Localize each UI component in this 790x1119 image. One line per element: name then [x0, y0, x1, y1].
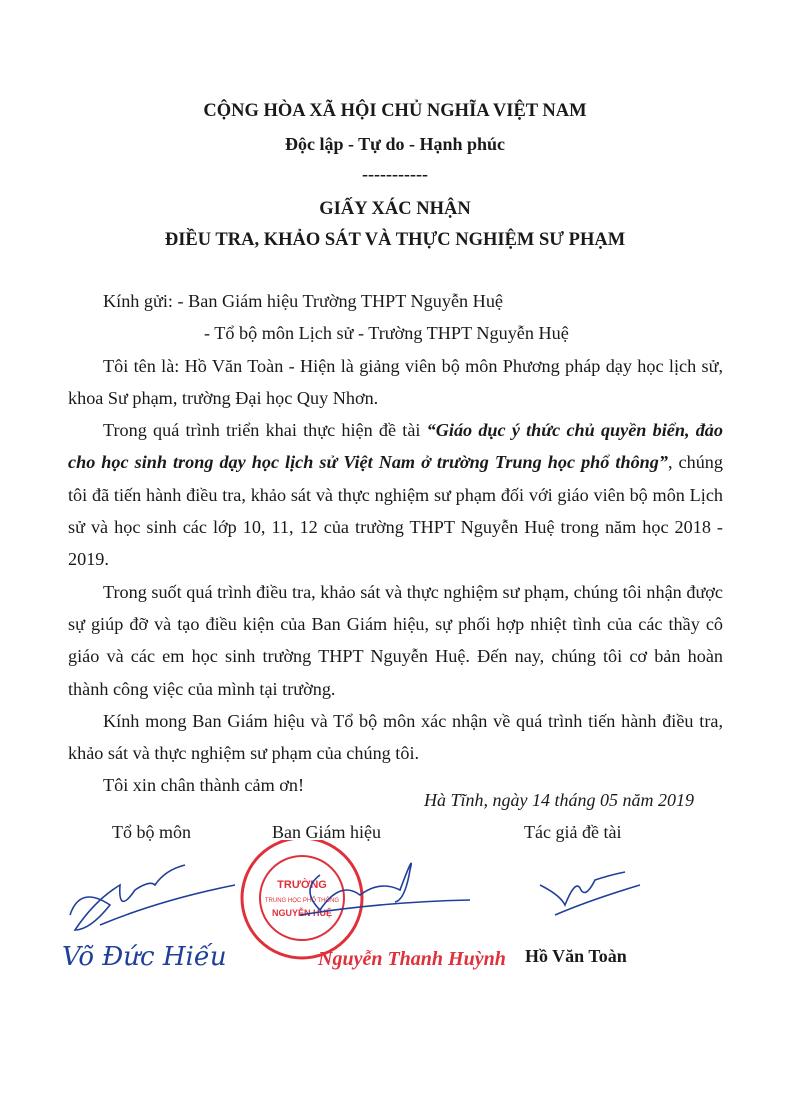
recipient-1: Kính gửi: - Ban Giám hiệu Trường THPT Nguyễn Huệ: [103, 291, 503, 311]
paragraph-intro: Tôi tên là: Hồ Văn Toàn - Hiện là giảng viên bộ môn Phương pháp dạy học lịch sử, khoa Sư phạm, trường Đại học Quy Nhơn.: [68, 355, 723, 408]
date-line: Hà Tĩnh, ngày 14 tháng 05 năm 2019: [424, 790, 694, 810]
author-signer-name: Hồ Văn Toàn: [525, 946, 627, 966]
dept-label: Tổ bộ môn: [112, 822, 191, 842]
recipient-2: - Tổ bộ môn Lịch sử - Trường THPT Nguyễn Huệ: [204, 323, 569, 344]
author-label: Tác giả đề tài: [524, 822, 622, 842]
stamp-l3: NGUYỄN HUỆ: [271, 908, 333, 918]
dept-signature-icon: [70, 865, 235, 930]
nation-heading: CỘNG HÒA XÃ HỘI CHỦ NGHĨA VIỆT NAM: [203, 101, 587, 121]
document-body: [68, 285, 723, 802]
topic-title: “Giáo dục ý thức chủ quyền biển, đảo cho học sinh trong dạy học lịch sử Việt Nam ở trường Trung học phổ thông”: [68, 420, 723, 473]
topic-lead: Trong quá trình triển khai thực hiện đề tài: [103, 420, 427, 441]
stamp-l1: TRƯỜNG: [277, 879, 327, 891]
signatures-graphics: [0, 840, 790, 1000]
stamp-l2: TRUNG HỌC PHỔ THÔNG: [264, 898, 340, 904]
board-label: Ban Giám hiệu: [272, 822, 381, 842]
paragraph-closing: Tôi xin chân thành cảm ơn!: [103, 775, 305, 796]
motto: Độc lập - Tự do - Hạnh phúc: [284, 134, 506, 154]
paragraph-topic: [68, 414, 723, 575]
stamp-icon: [242, 840, 362, 958]
divider: -----------: [362, 164, 428, 184]
topic-rest: , chúng tôi đã tiến hành điều tra, khảo sát và thực nghiệm sư phạm đối với giáo viên bộ môn Lịch sử và học sinh các lớp 10, 11, 12 của trường THPT Nguyễn Huệ trong năm học 2018 - 2019.: [68, 452, 723, 570]
dept-signer-name: Võ Đức Hiếu: [62, 942, 227, 972]
document-title: GIẤY XÁC NHẬN: [319, 199, 471, 219]
paragraph-request: Kính mong Ban Giám hiệu và Tổ bộ môn xác nhận về quá trình tiến hành điều tra, khảo sát và thực nghiệm sư phạm của chúng tôi.: [68, 710, 723, 764]
document-subtitle: ĐIỀU TRA, KHẢO SÁT VÀ THỰC NGHIỆM SƯ PHẠM: [164, 230, 626, 250]
board-signer-name: Nguyễn Thanh Huỳnh: [318, 948, 506, 970]
author-signature-icon: [540, 872, 640, 915]
paragraph-thanks: Trong suốt quá trình điều tra, khảo sát và thực nghiệm sư phạm, chúng tôi nhận được sự giúp đỡ và tạo điều kiện của Ban Giám hiệu, sự phối hợp nhiệt tình của các thầy cô giáo và các em học sinh trường THPT Nguyễn Huệ. Đến nay, chúng tôi cơ bản hoàn thành công việc của mình tại trường.: [68, 581, 723, 699]
